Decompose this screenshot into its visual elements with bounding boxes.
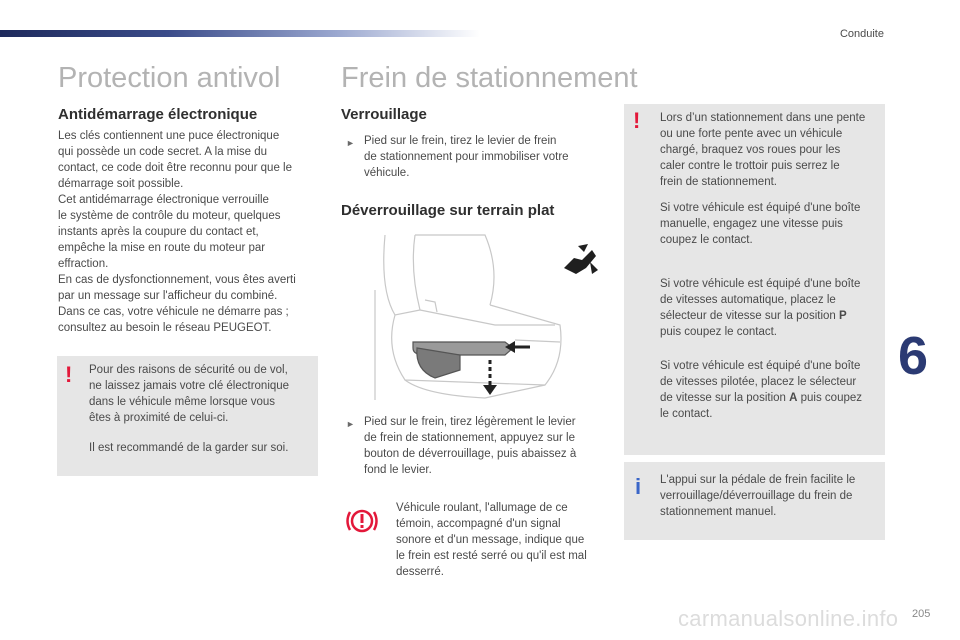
text-line: En cas de dysfonctionnement, vous êtes averti — [58, 274, 296, 286]
text-line: véhicule. — [364, 167, 410, 179]
text-line: Pied sur le frein, tirez le levier de frein — [364, 135, 557, 147]
text-line: qui possède un code secret. A la mise du — [58, 146, 268, 158]
text-span: sélecteur de vitesse sur la position — [660, 310, 839, 322]
text-line: instants après la coupure du contact et, — [58, 226, 259, 238]
text-line: chargé, braquez vos roues pour les — [660, 144, 841, 156]
chapter-number: 6 — [898, 326, 929, 386]
text-line: stationnement manuel. — [660, 506, 777, 518]
lock-instructions — [346, 133, 604, 181]
text-line: effraction. — [58, 258, 109, 270]
text-line — [660, 390, 882, 406]
header-gradient-bar — [0, 30, 480, 37]
info-icon: i — [635, 474, 642, 499]
page-number: 205 — [912, 608, 931, 620]
text-line: consultez au besoin le réseau PEUGEOT. — [58, 322, 272, 334]
text-line: fond le levier. — [364, 464, 432, 476]
text-line: Les clés contiennent une puce électronique — [58, 130, 280, 142]
text-line: démarrage soit possible. — [58, 178, 184, 190]
text-line: Véhicule roulant, l'allumage de ce — [396, 502, 568, 514]
left-title: Protection antivol — [58, 62, 281, 94]
info-note-box — [624, 462, 885, 540]
left-body — [58, 128, 328, 336]
text-line: desserré. — [396, 566, 444, 578]
slope-parking-note-box — [624, 104, 885, 455]
text-line — [660, 308, 882, 324]
text-line: dans le véhicule même lorsque vous — [89, 396, 276, 408]
left-heading: Antidémarrage électronique — [58, 106, 258, 123]
hand-pull-icon — [560, 240, 600, 278]
bullet-icon: ► — [346, 138, 355, 148]
lock-heading: Verrouillage — [341, 106, 427, 123]
exclamation-icon: ! — [65, 362, 73, 387]
text-line: coupez le contact. — [660, 234, 753, 246]
warning-lamp-text — [396, 500, 611, 580]
text-line: ne laissez jamais votre clé électronique — [89, 380, 290, 392]
text-line: caler contre le trottoir puis serrez le — [660, 160, 840, 172]
text-line: Dans ce cas, votre véhicule ne démarre pas ; — [58, 306, 289, 318]
security-note-box — [57, 356, 318, 476]
text-line: frein de stationnement. — [660, 176, 777, 188]
text-line: Si votre véhicule est équipé d'une boîte — [660, 360, 861, 372]
note-p1 — [660, 110, 882, 190]
text-span: puis coupez — [797, 392, 863, 404]
text-line: ou une forte pente avec un véhicule — [660, 128, 843, 140]
section-label: Conduite — [839, 28, 884, 40]
text-line: Si votre véhicule est équipé d'une boîte — [660, 278, 861, 290]
info-text — [660, 472, 882, 520]
text-line: Cet antidémarrage électronique verrouille — [58, 194, 269, 206]
unlock-instructions — [346, 414, 604, 478]
exclamation-icon: ! — [633, 108, 641, 133]
middle-title: Frein de stationnement — [341, 62, 638, 94]
note-p3 — [660, 276, 882, 340]
text-line: Pied sur le frein, tirez légèrement le levier — [364, 416, 576, 428]
text-line: Lors d’un stationnement dans une pente — [660, 112, 866, 124]
text-line: sonore et d'un message, indique que — [396, 534, 585, 546]
text-line: empêche la mise en route du moteur par — [58, 242, 266, 254]
brake-warning-lamp-icon — [345, 506, 379, 536]
text-line: témoin, accompagné d'un signal — [396, 518, 561, 530]
text-span: de vitesse sur la position — [660, 392, 790, 404]
text-line: manuelle, engagez une vitesse puis — [660, 218, 843, 230]
text-line: de vitesses automatique, placez le — [660, 294, 836, 306]
text-line: de vitesses pilotée, placez le sélecteur — [660, 376, 857, 388]
text-line: le contact. — [660, 408, 713, 420]
note-p2 — [660, 200, 882, 248]
text-line: L'appui sur la pédale de frein facilite le — [660, 474, 856, 486]
text-line: bouton de déverrouillage, puis abaissez à — [364, 448, 577, 460]
bullet-icon: ► — [346, 419, 355, 429]
gear-position-p: P — [838, 310, 847, 322]
text-line: puis coupez le contact. — [660, 326, 777, 338]
note-p4 — [660, 358, 882, 422]
text-line: le frein est resté serré ou qu'il est mal — [396, 550, 587, 562]
text-line: contact, ce code doit être reconnu pour que le — [58, 162, 292, 174]
text-line: Pour des raisons de sécurité ou de vol, — [89, 364, 288, 376]
text-line: êtes à proximité de celui-ci. — [89, 412, 229, 424]
watermark-url: carmanualsonline.info — [678, 606, 899, 631]
text-line: de stationnement pour immobiliser votre — [364, 151, 569, 163]
note-text — [89, 362, 314, 426]
text-line: Si votre véhicule est équipé d'une boîte — [660, 202, 861, 214]
text-line: le système de contrôle du moteur, quelques — [58, 210, 281, 222]
gear-position-a: A — [789, 392, 798, 404]
text-line: de frein de stationnement, appuyez sur le — [364, 432, 575, 444]
text-line: par un message sur l'afficheur du combiné. — [58, 290, 278, 302]
text-line: verrouillage/déverrouillage du frein de — [660, 490, 853, 502]
unlock-heading: Déverrouillage sur terrain plat — [341, 202, 555, 219]
note-text-2: Il est recommandé de la garder sur soi. — [89, 442, 289, 454]
